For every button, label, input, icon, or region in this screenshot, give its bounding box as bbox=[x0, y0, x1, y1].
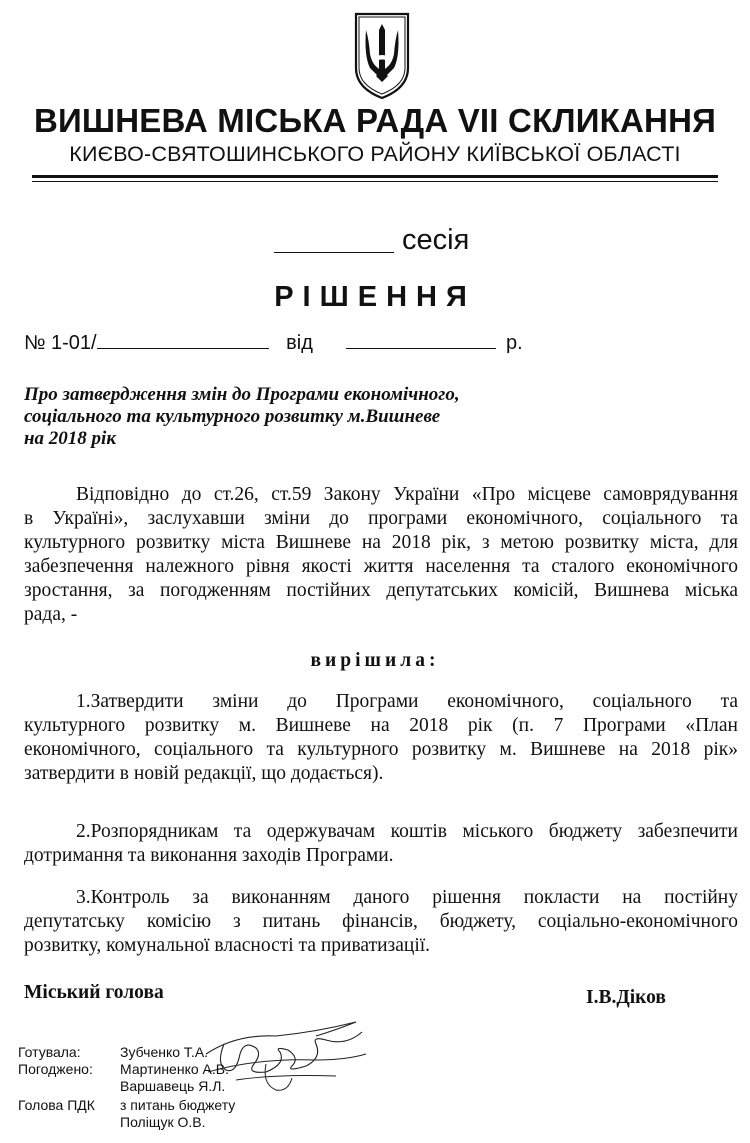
agreed-name: Варшавець Я.Л. bbox=[120, 1078, 226, 1094]
agreed-label: Погоджено: bbox=[18, 1061, 93, 1077]
preamble-line: Відповідно до ст.26, ст.59 Закону України «Про місцеве самоврядування bbox=[76, 484, 738, 505]
preamble-line: культурного розвитку міста Вишневе на 2018 рік, з метою розвитку міста, для bbox=[24, 532, 738, 553]
preamble-paragraph bbox=[24, 483, 738, 627]
item-line: 1.Затвердити зміни до Програми економічного, соціального та bbox=[76, 691, 738, 712]
decision-title: РІШЕННЯ bbox=[274, 281, 476, 313]
item-line: культурного розвитку м. Вишневе на 2018 рік (п. 7 Програми «План bbox=[24, 715, 738, 736]
item-line: економічного, соціального та культурного розвитку м. Вишневе на 2018 рік» bbox=[24, 739, 738, 760]
agreed-name: Мартиненко А.В. bbox=[120, 1061, 229, 1077]
decision-item-2 bbox=[24, 820, 738, 868]
council-subtitle: КИЄВО-СВЯТОШИНСЬКОГО РАЙОНУ КИЇВСЬКОЇ ОБЛАСТІ bbox=[69, 142, 681, 166]
decision-subject bbox=[24, 384, 544, 450]
item-line: дотримання та виконання заходів Програми. bbox=[24, 845, 394, 866]
council-title: ВИШНЕВА МІСЬКА РАДА VII СКЛИКАННЯ bbox=[33, 102, 717, 139]
decision-date-blank bbox=[346, 330, 496, 349]
preamble-line: в Україні», заслухавши зміни до програми економічного, соціального та bbox=[24, 508, 738, 529]
pdk-line: з питань бюджету bbox=[120, 1097, 236, 1113]
item-line: депутатську комісію з питань фінансів, бюджету, соціально-економічного bbox=[24, 911, 738, 932]
preamble-line: зростання, за погодженням постійних депутатських комісій, Вишнева міська bbox=[24, 580, 738, 601]
session-label: сесія bbox=[402, 224, 470, 256]
decision-item-1 bbox=[24, 690, 738, 786]
subject-line: соціального та культурного розвитку м.Вишневе bbox=[24, 406, 441, 427]
header-divider-thick bbox=[32, 175, 718, 178]
trident-coat-of-arms-icon bbox=[352, 10, 412, 100]
prepared-name: Зубченко Т.А. bbox=[120, 1044, 209, 1060]
session-number-blank bbox=[274, 252, 394, 253]
item-line: 3.Контроль за виконанням даного рішення покласти на постійну bbox=[76, 887, 738, 908]
signatory-name: І.В.Діков bbox=[586, 987, 666, 1008]
preamble-line: рада, - bbox=[24, 604, 78, 625]
pdk-line: Поліщук О.В. bbox=[120, 1114, 206, 1130]
decision-date-label: від bbox=[286, 332, 313, 354]
item-line: 2.Розпорядникам та одержувачам коштів міського бюджету забезпечити bbox=[76, 821, 738, 842]
decision-number-row bbox=[24, 330, 523, 355]
pdk-label: Голова ПДК bbox=[18, 1097, 95, 1113]
signatory-label: Міський голова bbox=[24, 982, 164, 1003]
subject-line: Про затвердження змін до Програми економічного, bbox=[24, 384, 460, 405]
decision-number-prefix: № 1-01/ bbox=[24, 332, 97, 354]
item-line: розвитку, комунальної власності та приватизації. bbox=[24, 935, 431, 956]
decision-item-3 bbox=[24, 886, 738, 958]
subject-line: на 2018 рік bbox=[24, 428, 116, 449]
resolved-heading: вирішила: bbox=[310, 650, 440, 671]
decision-number-blank bbox=[97, 330, 269, 349]
preamble-line: забезпечення належного рівня якості життя населення та сталого економічного bbox=[24, 556, 738, 577]
decision-year-suffix: р. bbox=[506, 332, 523, 354]
prepared-label: Готувала: bbox=[18, 1044, 81, 1060]
item-line: затвердити в новій редакції, що додається). bbox=[24, 763, 384, 784]
header-divider-thin bbox=[32, 181, 718, 182]
